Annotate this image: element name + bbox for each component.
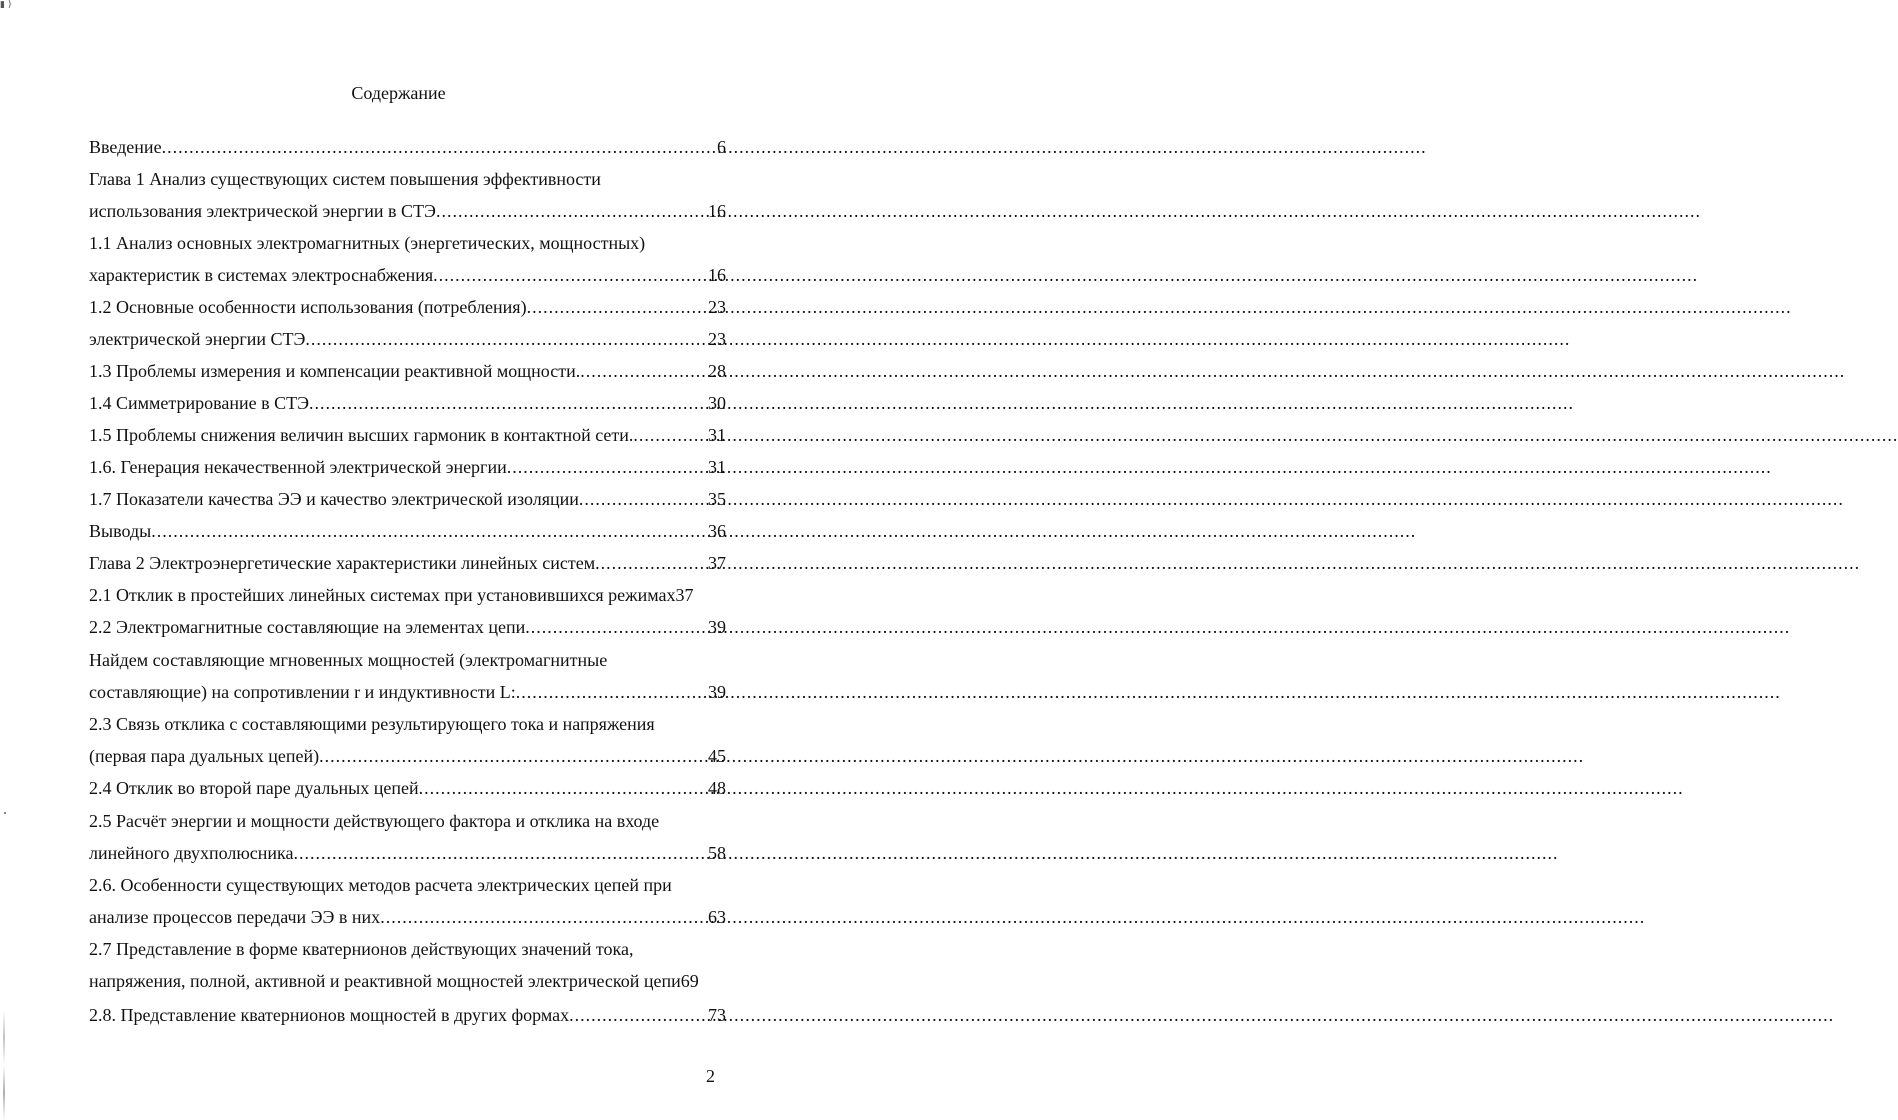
- toc-entry-page: 39: [708, 617, 726, 637]
- toc-entry-title: Глава 2 Электроэнергетические характеристики линейных систем: [89, 553, 596, 573]
- toc-entry-title: (первая пара дуальных цепей): [89, 746, 320, 766]
- toc-dot-leader: [595, 551, 708, 575]
- toc-entry-page: 63: [708, 907, 726, 927]
- toc-entry: [89, 905, 726, 929]
- toc-entry-page: 28: [708, 361, 726, 381]
- toc-entry: [89, 873, 726, 897]
- toc-dot-leader: [151, 519, 708, 543]
- toc-dot-leader: [162, 135, 717, 159]
- toc-entry: [89, 455, 726, 479]
- toc-entry: [89, 937, 726, 961]
- toc-entry: [89, 583, 726, 607]
- toc-dot-leader: [579, 487, 708, 511]
- page-title: Содержание: [351, 83, 446, 103]
- toc-entry: [89, 167, 726, 191]
- toc-entry-title: Найдем составляющие мгновенных мощностей (электромагнитные: [89, 650, 608, 670]
- toc-entry: [89, 648, 726, 672]
- toc-entry-page: 37: [708, 553, 726, 573]
- toc-dot-leader: [580, 359, 708, 383]
- toc-entry-title: линейного двухполюсника: [89, 843, 294, 863]
- toc-entry-title: составляющие) на сопротивлении r и индуктивности L:: [89, 682, 516, 702]
- toc-entry-title: анализе процессов передачи ЭЭ в них: [89, 907, 381, 927]
- toc-entry-page: 45: [708, 746, 726, 766]
- toc-entry: [89, 615, 726, 639]
- toc-entry: [89, 680, 726, 704]
- toc-entry-page: 39: [708, 682, 726, 702]
- toc-entry-page: 16: [708, 201, 726, 221]
- toc-entry-page: 69: [680, 971, 699, 991]
- toc-entry: [89, 969, 726, 993]
- toc-entry-page: 36: [708, 521, 726, 541]
- toc-dot-leader: [525, 615, 708, 639]
- toc-entry-page: 48: [708, 778, 726, 798]
- toc-entry: [89, 841, 726, 865]
- toc-entry: [89, 744, 726, 768]
- toc-entry-title: 2.4 Отклик во второй паре дуальных цепей: [89, 778, 419, 798]
- toc-entry: [89, 263, 726, 287]
- toc-entry: [89, 135, 726, 159]
- toc-entry-title: 1.5 Проблемы снижения величин высших гармоник в контактной сети.: [89, 425, 634, 445]
- toc-dot-leader: [305, 327, 708, 351]
- toc-dot-leader: [433, 263, 708, 287]
- toc-entry-title: 2.3 Связь отклика с составляющими результирующего тока и напряжения: [89, 714, 655, 734]
- toc-entry: [89, 519, 726, 543]
- page-number: 2: [706, 1066, 715, 1086]
- toc-entry: [89, 423, 726, 447]
- toc-dot-leader: [516, 680, 708, 704]
- toc-entry-title: характеристик в системах электроснабжения: [89, 265, 434, 285]
- toc-entry: [89, 231, 726, 255]
- toc-entry-title: Выводы: [89, 521, 152, 541]
- toc-entry-page: 31: [708, 425, 726, 445]
- toc-dot-leader: [309, 391, 708, 415]
- toc-entry-title: напряжения, полной, активной и реактивной мощностей электрической цепи: [89, 971, 681, 991]
- toc-entry-page: 30: [708, 393, 726, 413]
- toc-entry: [89, 809, 726, 833]
- toc-entry-page: 23: [708, 297, 726, 317]
- toc-entry-title: 2.6. Особенности существующих методов расчета электрических цепей при: [89, 875, 672, 895]
- toc-entry-title: 1.2 Основные особенности использования (потребления): [89, 297, 527, 317]
- toc-entry: [89, 199, 726, 223]
- toc-dot-leader: [633, 423, 708, 447]
- toc-entry: [89, 487, 726, 511]
- toc-entry-title: 1.7 Показатели качества ЭЭ и качество электрической изоляции: [89, 489, 579, 509]
- toc-dot-leader: [507, 455, 708, 479]
- toc-dot-leader: [294, 841, 708, 865]
- toc-entry-title: 1.6. Генерация некачественной электрической энергии: [89, 457, 507, 477]
- toc-entry: [89, 359, 726, 383]
- toc-dot-leader: [436, 199, 708, 223]
- toc-entry-page: 23: [708, 329, 726, 349]
- toc-entry-title: 2.8. Представление кватернионов мощностей в других формах: [89, 1005, 570, 1025]
- toc-entry: [89, 1003, 726, 1027]
- toc-entry: [89, 712, 726, 736]
- toc-entry-title: 1.1 Анализ основных электромагнитных (энергетических, мощностных): [89, 233, 646, 253]
- toc-dot-leader: [419, 776, 708, 800]
- toc-dot-leader: [569, 1003, 708, 1027]
- toc-entry: [89, 776, 726, 800]
- toc-entry: [89, 391, 726, 415]
- toc-entry-page: 73: [708, 1005, 726, 1025]
- toc-entry-title: электрической энергии СТЭ: [89, 329, 306, 349]
- toc-dot-leader: [527, 295, 708, 319]
- toc-entry-page: 31: [708, 457, 726, 477]
- toc-entry-title: 1.4 Симметрирование в СТЭ: [89, 393, 310, 413]
- toc-entry-page: 58: [708, 843, 726, 863]
- scan-corner-mark: ▮ ): [0, 0, 12, 10]
- toc-entry-title: Глава 1 Анализ существующих систем повышения эффективности: [89, 169, 601, 189]
- toc-entry-title: 2.2 Электромагнитные составляющие на элементах цепи: [89, 617, 526, 637]
- toc-entry: [89, 327, 726, 351]
- toc-dot-leader: [319, 744, 708, 768]
- toc-entry-title: использования электрической энергии в СТЭ: [89, 201, 436, 221]
- toc-entry-title: 2.1 Отклик в простейших линейных системах при установившихся режимах: [89, 585, 676, 605]
- toc-entry-title: 1.3 Проблемы измерения и компенсации реактивной мощности.: [89, 361, 581, 381]
- toc-entry-title: 2.7 Представление в форме кватернионов действующих значений тока,: [89, 939, 634, 959]
- toc-entry: [89, 295, 726, 319]
- toc-entry-page: 35: [708, 489, 726, 509]
- toc-entry-title: Введение: [89, 137, 162, 157]
- toc-entry-page: 16: [708, 265, 726, 285]
- toc-entry: [89, 551, 726, 575]
- toc-entry-title: 2.5 Расчёт энергии и мощности действующего фактора и отклика на входе: [89, 811, 660, 831]
- table-of-contents: [0, 0, 797, 1120]
- toc-entry-page: 37: [675, 585, 694, 605]
- toc-dot-leader: [380, 905, 708, 929]
- toc-entry-page: 6: [717, 137, 726, 157]
